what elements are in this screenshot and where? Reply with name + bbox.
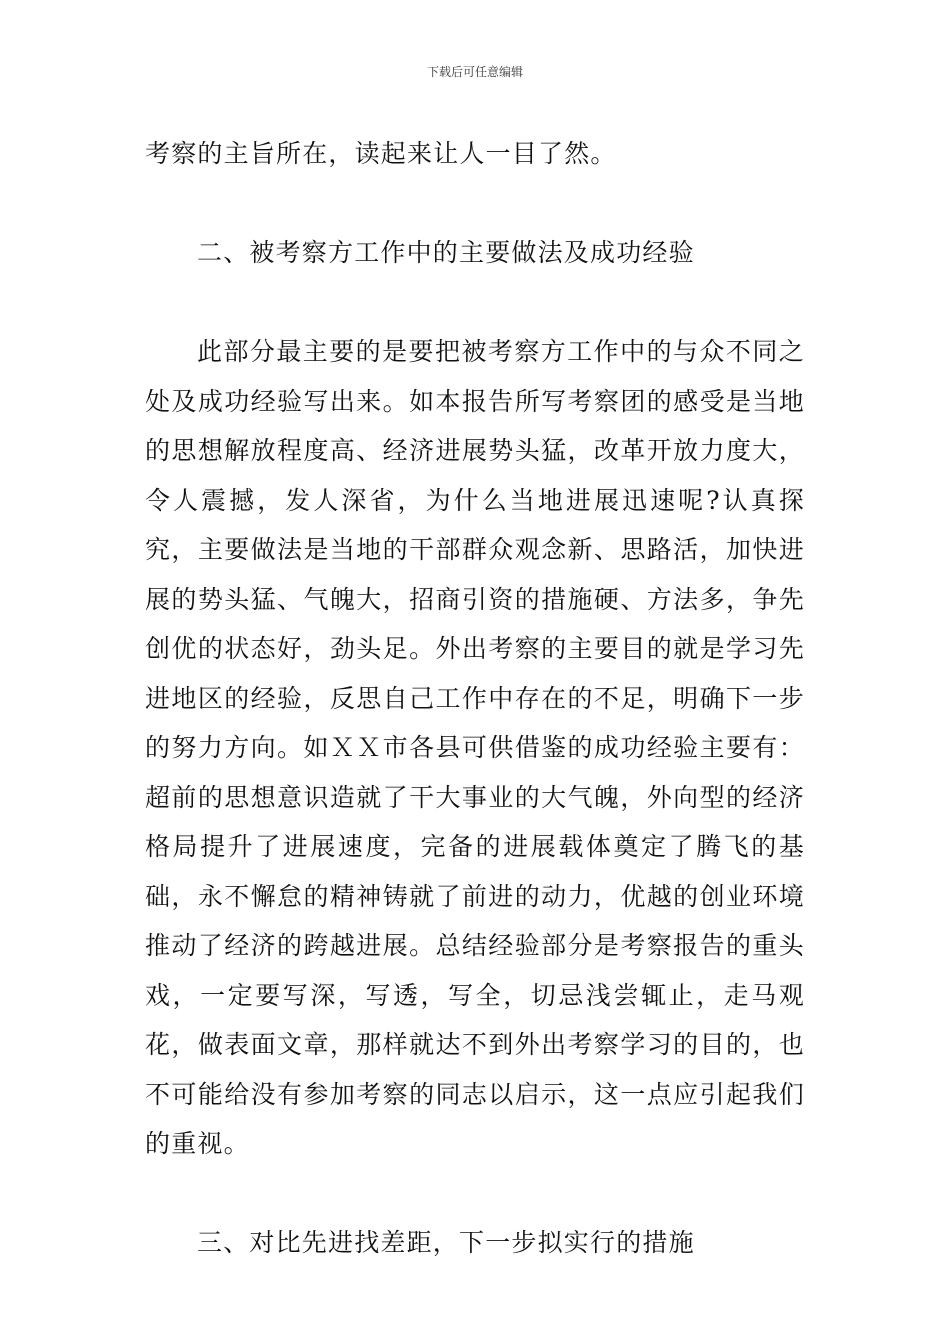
section-two-heading: 二、被考察方工作中的主要做法及成功经验 [197,238,695,267]
section-two-paragraph: 此部分最主要的是要把被考察方工作中的与众不同之处及成功经验写出来。如本报告所写考察团的感受是当地的思想解放程度高、经济进展势头猛，改革开放力度大，令人震撼，发人深省，为什么当地进展迅速呢?认真探究，主要做法是当地的干部群众观念新、思路活，加快进展的势头猛、气魄大，招商引资的措施硬、方法多，争先创优的状态好，劲头足。外出考察的主要目的就是学习先进地区的经验，反思自己工作中存在的不足，明确下一步的努力方向。如ＸＸ市各县可供借鉴的成功经验主要有：超前的思想意识造就了干大事业的大气魄，外向型的经济格局提升了进展速度，完备的进展载体奠定了腾飞的基础，永不懈怠的精神铸就了前进的动力，优越的创业环境推动了经济的跨越进展。总结经验部分是考察报告的重头戏，一定要写深，写透，写全，切忌浅尝辄止，走马观花，做表面文章，那样就达不到外出考察学习的目的，也不可能给没有参加考察的同志以启示，这一点应引起我们的重视。 [145,337,805,1158]
page-header-note: 下载后可任意编辑 [426,65,523,79]
document-body [145,129,805,1317]
section-three-heading: 三、对比先进找差距，下一步拟实行的措施 [197,1228,695,1257]
continued-paragraph: 考察的主旨所在，读起来让人一目了然。 [145,139,617,168]
